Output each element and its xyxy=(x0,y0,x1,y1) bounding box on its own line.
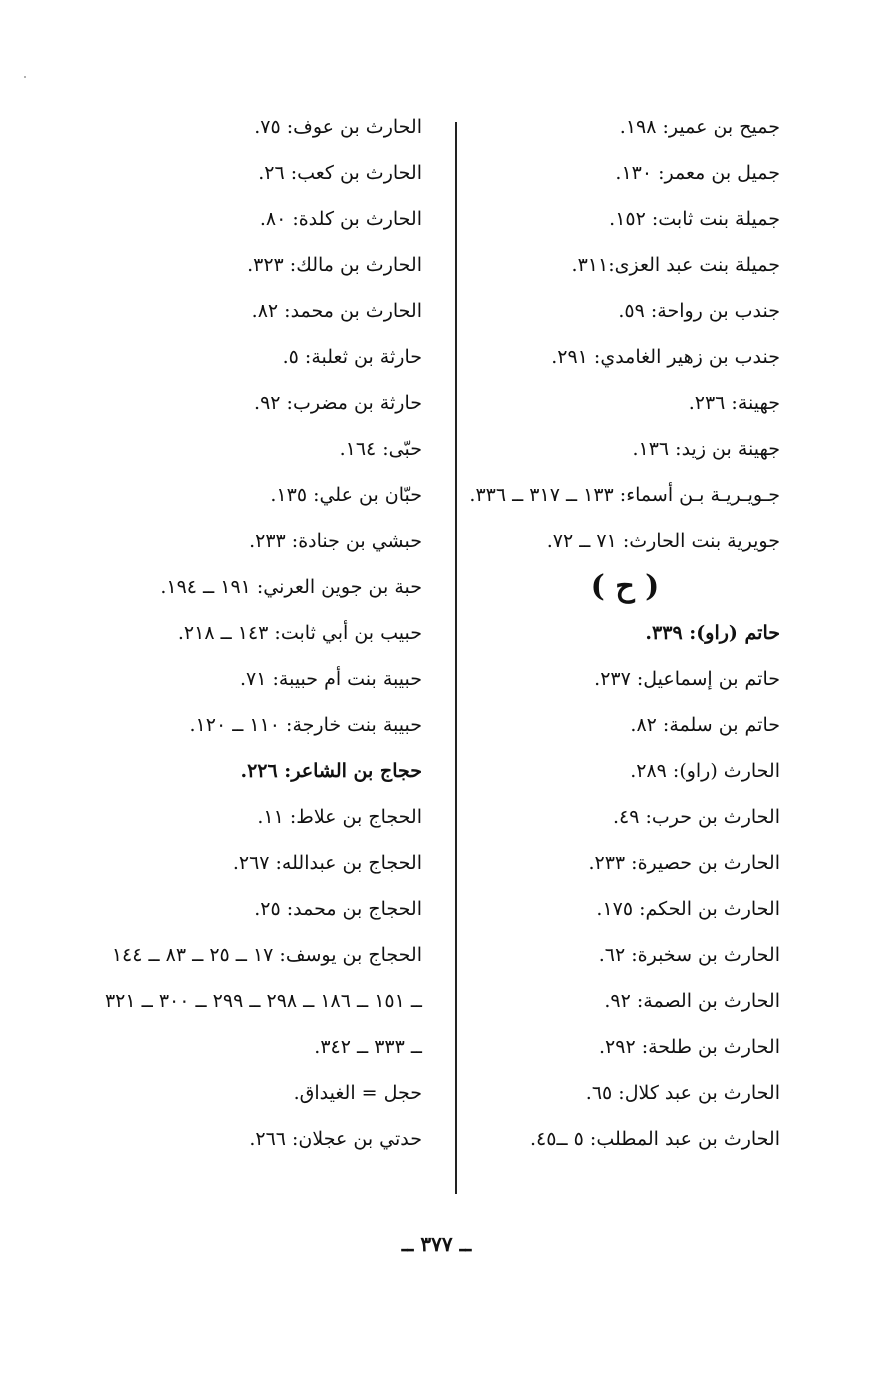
index-entry: حبة بن جوين العرني: ١٩١ ــ ١٩٤. xyxy=(160,576,422,598)
index-entry: حبّى: ١٦٤. xyxy=(339,438,422,460)
section-letter-heading: ( ح ) xyxy=(590,569,660,604)
index-entry: الحارث بن الصمة: ٩٢. xyxy=(604,990,780,1012)
index-entry: حدتي بن عجلان: ٢٦٦. xyxy=(249,1128,422,1150)
index-entry: حجاج بن الشاعر: ٢٢٦. xyxy=(240,760,422,782)
index-entry: حارثة بن مضرب: ٩٢. xyxy=(254,392,422,414)
index-entry: جـويـريـة بـن أسماء: ١٣٣ ــ ٣١٧ ــ ٣٣٦. xyxy=(469,484,780,506)
index-entry: جندب بن زهير الغامدي: ٢٩١. xyxy=(551,346,780,368)
index-entry: الحارث بن الحكم: ١٧٥. xyxy=(596,898,780,920)
index-entry: جهينة بن زيد: ١٣٦. xyxy=(632,438,780,460)
index-entry: الحجاج بن علاط: ١١. xyxy=(257,806,422,828)
index-entry: جميلة بنت ثابت: ١٥٢. xyxy=(609,208,780,230)
index-entry: الحارث بن عوف: ٧٥. xyxy=(254,116,422,138)
index-entry: الحارث بن حرب: ٤٩. xyxy=(612,806,780,828)
index-entry: حاتم بن إسماعيل: ٢٣٧. xyxy=(594,668,780,690)
index-entry: الحارث بن سخبرة: ٦٢. xyxy=(598,944,780,966)
column-divider xyxy=(455,122,457,1194)
index-entry: الحجاج بن محمد: ٢٥. xyxy=(254,898,422,920)
left-column xyxy=(100,104,422,1162)
index-entry: جهينة: ٢٣٦. xyxy=(688,392,780,414)
index-entry: الحارث بن مالك: ٣٢٣. xyxy=(247,254,422,276)
index-entry: الحارث بن محمد: ٨٢. xyxy=(251,300,422,322)
right-column xyxy=(470,104,780,1162)
index-entry: الحجاج بن يوسف: ١٧ ــ ٢٥ ــ ٨٣ ــ ١٤٤ ــ ١٥١ ــ ١٨٦ ــ ٢٩٨ ــ ٢٩٩ ــ ٣٠٠ ــ ٣٢١ ــ ٣٣٣ ــ ٣٤٢. xyxy=(104,944,422,1058)
index-entry: حبيبة بنت خارجة: ١١٠ ــ ١٢٠. xyxy=(189,714,422,736)
index-entry: الحارث بن كلدة: ٨٠. xyxy=(259,208,422,230)
index-entry: جندب بن رواحة: ٥٩. xyxy=(618,300,780,322)
index-entry: حبيب بن أبي ثابت: ١٤٣ ــ ٢١٨. xyxy=(177,622,422,644)
index-entry: جميل بن معمر: ١٣٠. xyxy=(615,162,780,184)
index-entry: حارثة بن ثعلبة: ٥. xyxy=(282,346,422,368)
scan-speck xyxy=(24,76,26,78)
index-entry: حبّان بن علي: ١٣٥. xyxy=(270,484,422,506)
index-entry: الحارث (راو): ٢٨٩. xyxy=(630,760,780,782)
index-entry: الحارث بن عبد كلال: ٦٥. xyxy=(585,1082,780,1104)
index-entry: الحارث بن حصيرة: ٢٣٣. xyxy=(588,852,780,874)
index-entry: جويرية بنت الحارث: ٧١ ــ ٧٢. xyxy=(546,530,780,552)
index-entry: حاتم (راو): ٣٣٩. xyxy=(645,622,780,644)
page-number: ــ ٣٧٧ ــ xyxy=(401,1232,472,1256)
index-entry: الحارث بن طلحة: ٢٩٢. xyxy=(599,1036,780,1058)
index-entry: جميلة بنت عبد العزى:٣١١. xyxy=(571,254,780,276)
index-entry: حبشي بن جنادة: ٢٣٣. xyxy=(249,530,422,552)
index-entry: الحارث بن عبد المطلب: ٥ ــ٤٥. xyxy=(530,1128,780,1150)
index-entry: حجل = الغيداق. xyxy=(293,1082,422,1104)
index-entry: الحجاج بن عبدالله: ٢٦٧. xyxy=(232,852,422,874)
index-entry: جميح بن عمير: ١٩٨. xyxy=(619,116,780,138)
index-entry: حبيبة بنت أم حبيبة: ٧١. xyxy=(239,668,422,690)
index-entry: الحارث بن كعب: ٢٦. xyxy=(258,162,422,184)
index-entry: حاتم بن سلمة: ٨٢. xyxy=(630,714,780,736)
